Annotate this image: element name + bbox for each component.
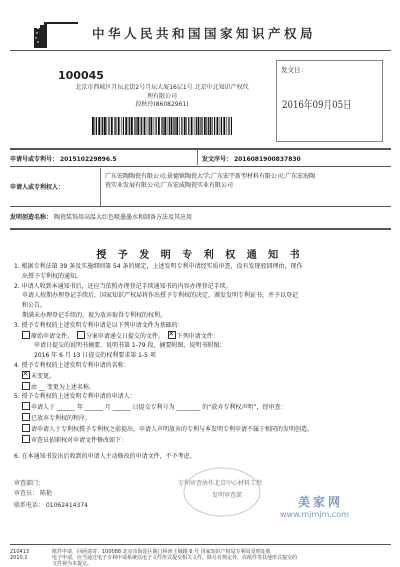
barcode-bar [212,117,213,135]
barcode-bar [135,117,136,135]
barcode-bar [118,117,120,135]
item6: 6. 在本通知书发出后收到的申请人主动修改的申请文件，不予考虑。 [14,453,196,460]
form-code [10,549,44,561]
name-unchanged-checkbox[interactable] [22,371,30,379]
examination-dept [14,478,44,487]
serial-label: 发文序号： [202,156,233,163]
barcode-bar [194,117,195,135]
barcode-bar [204,117,206,135]
basis-option-label: 下列申请文件： [176,332,219,340]
header-divider [10,50,391,51]
barcode-bar [169,117,170,135]
barcode-bar [161,117,162,135]
barcode-bar [128,117,129,135]
barcode-bar [173,117,174,135]
examiner-name: 陈艳 [39,490,52,497]
column-divider [197,150,198,165]
barcode-bar [125,117,127,135]
basis-options [14,331,386,342]
barcode-bar [208,117,209,135]
barcode-bar [231,117,232,135]
barcode-bar [158,117,160,135]
barcode-bar [164,117,166,135]
barcode-bar [121,117,122,135]
invention-row [10,212,391,221]
name-option-label: 由 __ 变更为上述名称。 [31,383,95,391]
cnipa-logo-icon [34,22,78,48]
body-paragraph: 和公告。 [22,302,47,310]
barcode-bar [227,117,228,135]
applicant-line: 广东宏陶陶瓷有限公司;景德镇陶瓷大学;广东宏宇新型材料有限公司;广东宏海陶 [105,173,316,180]
barcode-bar [167,117,168,135]
table-bottom-rule [10,228,391,230]
examiner-amend-checkbox[interactable] [22,435,30,443]
barcode-bar [131,117,133,135]
barcode-bar [134,117,135,135]
barcode-bar [179,117,180,135]
footer-line: 文件视为未提交。 [52,561,93,567]
waiver-checkbox[interactable] [22,402,30,410]
barcode-bar [184,117,186,135]
barcode-bar [186,117,187,135]
examiner [14,488,52,497]
invention-name: 陶瓷装饰用高温大红色喷墨墨水和制备方法及其应用 [53,214,192,221]
watermark-url: www.mjmjm.com [280,510,349,519]
notice-body [14,262,386,445]
footer-divider [10,544,391,545]
barcode-bar [149,117,150,135]
serial-number: 2016081900837830 [233,156,301,163]
dept-label: 审查部门： [14,480,45,487]
address-line: 段秋玲(86082961) [135,101,189,108]
basis-checkbox[interactable] [77,331,85,339]
barcode-bar [162,117,163,135]
footer-line: 纸件申请，回函请寄：100088 北京市海淀区蓟门桥西土城路 6 号 国家知识产权局专利局受理处收 [52,549,271,555]
barcode-bar [171,117,173,135]
barcode-bar [174,117,175,135]
notice-title: 授 予 发 明 专 利 权 通 知 书 [96,250,304,261]
barcode-bar [228,117,229,135]
fawen-date-box [276,60,383,142]
stamp-label: 发明审查部 [212,492,243,499]
contact-phone [14,500,88,509]
document-line: 2016 年 6 月 13 日提交的权利要求第 1-5 项 [34,352,156,360]
barcode-bar [144,117,146,135]
footer-text [52,549,397,567]
body-paragraph: 3. 授予专利权的上述发明专利申请是以下列申请文件为基础的： [14,321,184,329]
barcode-bar [200,117,201,135]
barcode-bar [156,117,157,135]
barcode-bar [221,117,222,135]
address-line: 理有限公司 [146,92,177,100]
barcode-bar [104,117,106,135]
barcode-bar [214,117,215,135]
form-code-line: 2010.2 [10,555,28,561]
abandon-checkbox[interactable] [22,413,30,421]
barcode-icon [92,117,232,135]
footer-line: 电子申请，应当通过电子专利申请系统以电子文件形式提交相关文件。除另有规定外，以纸件等其他形式提交的 [52,555,298,561]
fawen-label: 发文日： [281,66,307,74]
body-paragraph: 1. 根据专利法第 39 条及实施细则第 54 条的规定，上述发明专利申请经实质审查，没有发现驳回理由，现作 [14,263,303,270]
name-option [14,371,386,382]
phone-label: 联系电话： [14,502,45,509]
applicant-line: 瓷实业发展有限公司;广东宏威陶瓷实业有限公司 [105,182,234,189]
barcode-bar [95,117,96,135]
applicant-option [14,413,386,424]
table-top-rule [10,148,391,150]
barcode-bar [107,117,108,135]
barcode-bar [115,117,116,135]
name-changed-checkbox[interactable] [22,382,30,390]
barcode-bar [111,117,113,135]
applicant-option [14,435,386,446]
declaration-checkbox[interactable] [22,424,30,432]
applicant-option [14,402,386,413]
examiner-label: 审查员： [14,490,39,497]
applicant-option-label: 审查员依职权对申请文件修改如下： [31,436,128,444]
basis-option-label: 原始申请文件。 [31,332,74,340]
barcode-bar [220,117,221,135]
barcode-bar [96,117,97,135]
barcode-bar [137,117,139,135]
barcode-bar [141,117,142,135]
barcode-bar [147,117,148,135]
body-paragraph: 出授予专利权的通知。 [22,272,83,280]
invention-label: 发明创造名称： [10,214,53,221]
table-rule [10,206,391,207]
item5-intro: 5. 授予专利权的上述发明专利申请的申请人： [14,393,136,401]
applicant-label: 申请人或专利权人： [10,184,65,191]
applicant-names [105,172,391,190]
barcode-bar [102,117,103,135]
body-paragraph: 申请人按期办理登记手续后，国家知识产权局将作出授予专利权的决定，颁发发明专利证书，并予以登记 [22,292,299,300]
examination-dept-name: 专利审查协作北京中心材料工程 [178,480,263,487]
page-title: 中华人民共和国国家知识产权局 [92,26,317,41]
applicant-option-label: 请申请人于专利权授予专利权之前提出，申请人声明放弃的专利与本发明专利申请不属于相同的发明创造。 [31,425,314,433]
serial-row [202,154,391,163]
phone-number: 01062414374 [45,502,88,509]
barcode-bar [151,117,153,135]
barcode-bar [223,117,225,135]
barcode-bar [210,117,212,135]
barcode-bar [108,117,109,135]
name-option-label: 未变更。 [31,372,56,380]
barcode-bar [188,117,189,135]
barcode-bar [98,117,100,135]
barcode-bar [154,117,155,135]
item4-intro: 4. 授予专利权的上述发明专利申请的名称： [14,361,130,369]
application-number: 201510229896.5 [59,156,117,163]
barcode-bar [217,117,219,135]
barcode-bar [123,117,124,135]
table-rule [10,166,391,167]
body-paragraph: 期满未办理登记手续的，视为放弃取得专利权的权利。 [22,311,167,319]
barcode-bar [92,117,94,135]
barcode-bar [198,117,200,135]
barcode-bar [196,117,197,135]
postal-code: 100045 [58,69,104,82]
watermark-logo: 美家网 [298,495,344,509]
barcode-bar [101,117,102,135]
name-option [14,382,386,393]
barcode-bar [140,117,141,135]
application-number-label: 申请号或专利号： [10,156,59,163]
document-line: 申请日提交的说明书摘要、说明书第 1-79 段、摘要附图、说明书附图； [34,342,226,350]
barcode-bar [181,117,182,135]
barcode-bar [129,117,130,135]
fawen-date: 2016年09月05日 [282,99,352,111]
barcode-bar [191,117,193,135]
barcode-bar [176,117,178,135]
column-divider [100,168,101,206]
basis-checkbox-checked[interactable] [168,331,176,339]
barcode-bar [114,117,115,135]
barcode-bar [201,117,202,135]
barcode-bar [206,117,207,135]
address-line: 北京市西城区月坛北街2号月坛大厦16层1号 北京中北知识产权代 [75,84,249,91]
applicant-option [14,424,386,435]
mailing-address [42,84,282,110]
official-seal-icon [182,466,262,518]
applicant-option-label: 已放弃专利权的程序。 [31,414,92,422]
form-code-line: 210413 [10,549,30,555]
basis-option-label: 分案申请递交日提交的文件。 [85,332,164,340]
body-paragraph: 2. 申请人收到本通知书后，还应当依照办理登记手续通知书的内容办理登记手续。 [14,282,232,290]
applicant-option-label: 申请人于 ______ 年 ______ 月 ______ 日提交专利号为 ________ 的“放弃专利权声明”，经审查： [31,404,287,412]
basis-checkbox[interactable] [22,331,30,339]
